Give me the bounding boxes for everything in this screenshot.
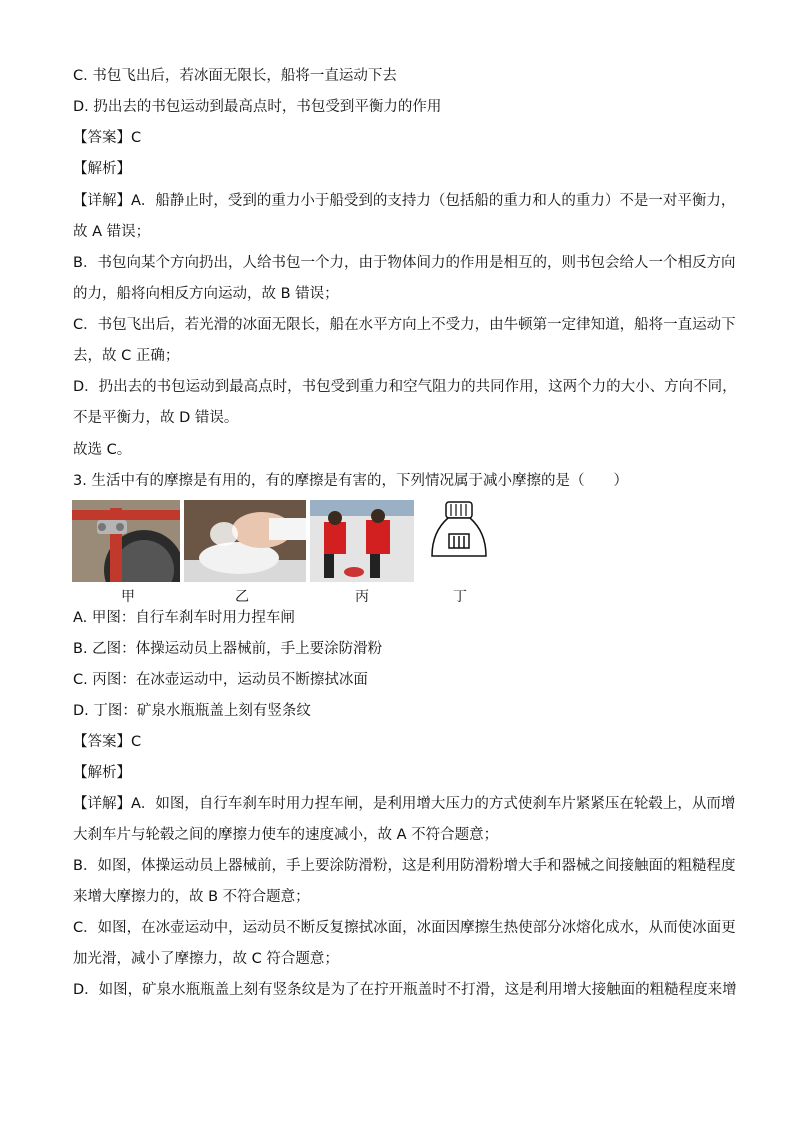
detail-line: D．如图，矿泉水瓶瓶盖上刻有竖条纹是为了在拧开瓶盖时不打滑，这是利用增大接触面的粗糙程度来增 bbox=[73, 982, 737, 998]
option-a: A. 甲图：自行车刹车时用力捏车闸 bbox=[73, 610, 295, 626]
detail-line: 来增大摩擦力的，故 B 不符合题意； bbox=[73, 889, 310, 905]
analysis-label: 【解析】 bbox=[73, 161, 131, 177]
bottle-cap-icon bbox=[428, 500, 490, 560]
option-d: D. 扔出去的书包运动到最高点时，书包受到平衡力的作用 bbox=[73, 99, 442, 115]
detail-line: 的力，船将向相反方向运动，故 B 错误； bbox=[73, 286, 339, 302]
detail-line: 不是平衡力，故 D 错误。 bbox=[73, 410, 239, 426]
detail-line: 故 A 错误； bbox=[73, 224, 151, 240]
option-d: D. 丁图：矿泉水瓶瓶盖上刻有竖条纹 bbox=[73, 703, 311, 719]
detail-line: B．如图，体操运动员上器械前，手上要涂防滑粉，这是利用防滑粉增大手和器械之间接触面的粗糙程度 bbox=[73, 858, 736, 874]
answer-label: 【答案】C bbox=[73, 130, 142, 146]
detail-line: 加光滑，减小了摩擦力，故 C 符合题意； bbox=[73, 951, 339, 967]
detail-line: C．如图，在冰壶运动中，运动员不断反复擦拭冰面，冰面因摩擦生热使部分冰熔化成水，从而使冰面更 bbox=[73, 920, 736, 936]
caption-yi: 乙 bbox=[235, 589, 249, 605]
conclusion-line: 故选 C。 bbox=[73, 442, 132, 458]
detail-line: 【详解】A．船静止时，受到的重力小于船受到的支持力（包括船的重力和人的重力）不是一对平衡力， bbox=[73, 193, 736, 209]
caption-bing: 丙 bbox=[355, 589, 369, 605]
detail-line: D．扔出去的书包运动到最高点时，书包受到重力和空气阻力的共同作用，这两个力的大小、方向不同， bbox=[73, 379, 737, 395]
caption-ding: 丁 bbox=[453, 589, 467, 605]
detail-line: 【详解】A．如图，自行车刹车时用力捏车闸，是利用增大压力的方式使刹车片紧紧压在轮毂上，从而增 bbox=[73, 796, 736, 812]
analysis-label: 【解析】 bbox=[73, 765, 131, 781]
caption-jia: 甲 bbox=[121, 589, 135, 605]
curling-image bbox=[310, 500, 414, 582]
detail-line: 去，故 C 正确； bbox=[73, 348, 180, 364]
answer-label: 【答案】C bbox=[73, 734, 142, 750]
question-3: 3. 生活中有的摩擦是有用的，有的摩擦是有害的，下列情况属于减小摩擦的是（ ） bbox=[73, 473, 628, 489]
detail-line: B．书包向某个方向扔出，人给书包一个力，由于物体间力的作用是相互的，则书包会给人一个相反方向 bbox=[73, 255, 736, 271]
detail-line: C．书包飞出后，若光滑的冰面无限长，船在水平方向上不受力，由牛顿第一定律知道，船将一直运动下 bbox=[73, 317, 736, 333]
option-c: C. 书包飞出后，若冰面无限长，船将一直运动下去 bbox=[73, 68, 397, 84]
chalk-hands-image bbox=[184, 500, 306, 582]
option-c: C. 丙图：在冰壶运动中，运动员不断擦拭冰面 bbox=[73, 672, 368, 688]
option-b: B. 乙图：体操运动员上器械前，手上要涂防滑粉 bbox=[73, 641, 383, 657]
detail-line: 大刹车片与轮毂之间的摩擦力使车的速度减小，故 A 不符合题意； bbox=[73, 827, 499, 843]
figure-row bbox=[72, 500, 512, 610]
bike-brake-image bbox=[72, 500, 180, 582]
